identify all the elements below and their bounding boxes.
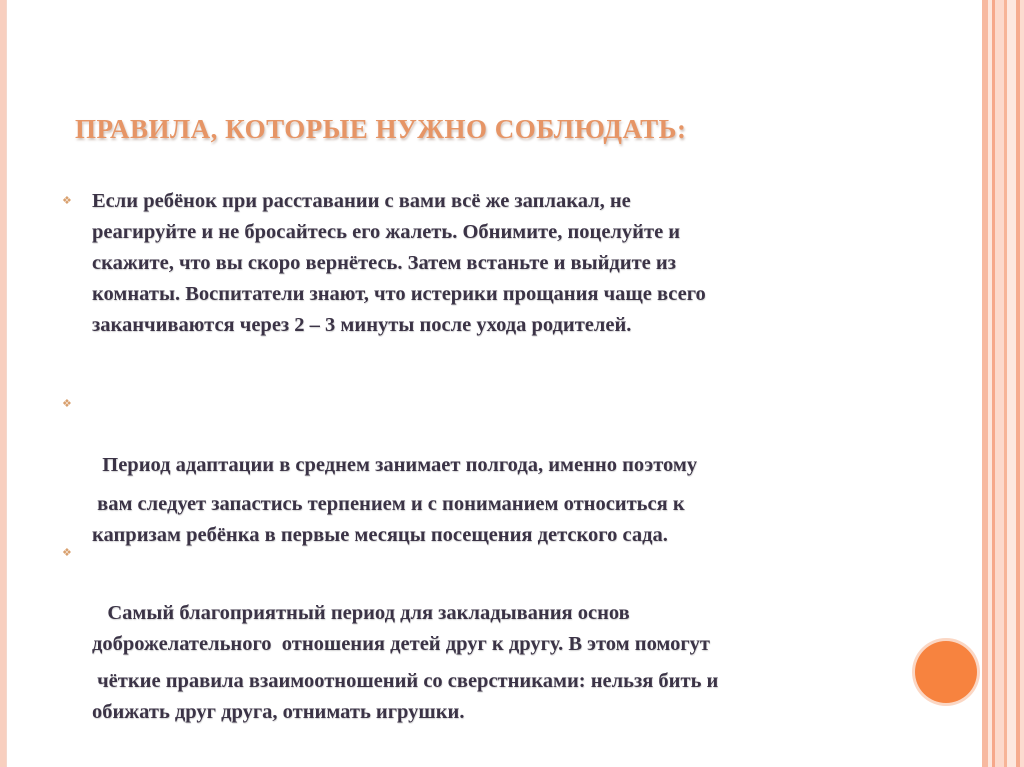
bullet-icon: ❖ (62, 547, 72, 559)
paragraph-line: чёткие правила взаимоотношений со сверстниками: нельзя бить и (92, 670, 719, 692)
decor-stripe (1007, 0, 1016, 767)
decor-stripe (995, 0, 1004, 767)
paragraph-3 (92, 536, 892, 759)
left-border (0, 0, 7, 767)
decorative-circle (915, 641, 977, 703)
paragraph-line: скажите, что вы скоро вернётесь. Затем встаньте и выйдите из (92, 252, 676, 274)
slide-title: ПРАВИЛА, КОТОРЫЕ НУЖНО СОБЛЮДАТЬ: (75, 114, 687, 144)
paragraph-line: Если ребёнок при расставании с вами всё же заплакал, не (92, 190, 631, 212)
decor-stripe (1020, 0, 1024, 767)
paragraph-line: доброжелательного отношения детей друг к другу. В этом помогут (92, 633, 711, 655)
paragraph-line: комнаты. Воспитатели знают, что истерики прощания чаще всего (92, 283, 706, 305)
paragraph-line: реагируйте и не бросайтесь его жалеть. Обнимите, поцелуйте и (92, 221, 681, 243)
paragraph-line: вам следует запастись терпением и с пониманием относиться к (92, 493, 685, 515)
paragraph-line: заканчиваются через 2 – 3 минуты после ухода родителей. (92, 314, 632, 336)
paragraph-1 (92, 186, 892, 341)
paragraph-line: Период адаптации в среднем занимает полгода, именно поэтому (92, 454, 698, 476)
paragraph-line: капризам ребёнка в первые месяцы посещения детского сада. (92, 524, 668, 546)
paragraph-line: Самый благоприятный период для закладывания основ (92, 602, 630, 624)
bullet-icon: ❖ (62, 398, 72, 410)
bullet-icon: ❖ (62, 195, 72, 207)
paragraph-line: обижать друг друга, отнимать игрушки. (92, 701, 465, 723)
